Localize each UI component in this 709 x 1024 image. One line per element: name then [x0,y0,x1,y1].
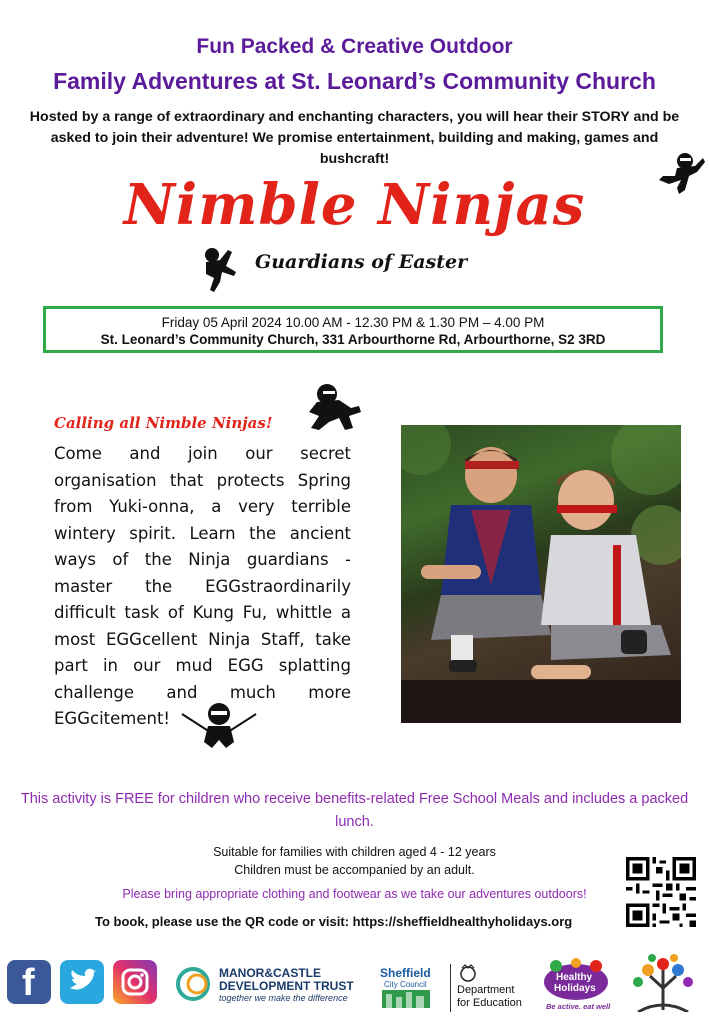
healthy-line-2: Holidays [554,983,596,994]
children-ninja-photo [401,425,681,723]
dfe-line-2: for Education [457,997,522,1009]
event-location: St. Leonard’s Community Church, 331 Arbourthorne Rd, Arbourthorne, S2 3RD [100,332,606,347]
instagram-icon[interactable] [113,960,157,1004]
manor-line-1: MANOR&CASTLE [219,966,321,980]
sheffield-council-logo [378,964,434,1010]
manor-tagline: together we make the difference [219,993,348,1003]
qr-code-icon[interactable] [626,857,696,927]
ninja-swords-icon [180,700,258,750]
booking-text[interactable]: To book, please use the QR code or visit: https://sheffieldhealthyholidays.org [95,914,573,929]
healthy-holidays-logo [540,958,612,1012]
sheffield-line-1: Sheffield [380,966,431,980]
ninja-crouch-icon [305,382,363,432]
ninja-jump-icon [200,246,242,294]
event-title: Nimble Ninjas [123,172,586,238]
manor-line-2: DEVELOPMENT TRUST [219,979,354,993]
title-line-1: Fun Packed & Creative Outdoor [196,35,513,58]
twitter-icon[interactable] [60,960,104,1004]
dfe-logo [450,964,531,1012]
sheffield-skyline-icon [382,990,430,1008]
suitable-age: Suitable for families with children aged 4 - 12 years [213,845,496,859]
story-text: Come and join our secret organisation that protects Spring from Yuki-onna, a very terrible wintery spirit. Learn the ancient ways of the Ninja guardians - master the EGGstraordinarily difficult task of Kung Fu, whittle a most EGGcellent Ninja Staff, take part in our mud EGG splatting challenge and much more EGGcitement! [54,444,351,728]
clothing-text: Please bring appropriate clothing and footwear as we take our adventures outdoors! [122,887,587,901]
title-line-2: Family Adventures at St. Leonard’s Community Church [53,68,656,94]
suitability-text [0,843,709,879]
dfe-line-1: Department [457,984,515,996]
sheffield-line-2: City Council [384,980,427,989]
intro-text: Hosted by a range of extraordinary and enchanting characters, you will hear their STORY and be asked to join their adventure! We promise entertainment, building and making, games and bushcraft! [29,109,680,167]
event-date: Friday 05 April 2024 10.00 AM - 12.30 PM & 1.30 PM – 4.00 PM [161,315,545,330]
royal-crest-icon [457,964,479,982]
manor-castle-emblem-icon [175,966,215,1002]
event-subtitle: Guardians of Easter [255,251,468,273]
manor-castle-logo [175,962,365,1006]
facebook-icon[interactable]: f [7,960,51,1004]
healthy-line-1: Healthy [556,972,593,983]
adult-requirement: Children must be accompanied by an adult. [234,863,475,877]
community-tree-logo [630,954,696,1012]
free-activity-text: This activity is FREE for children who receive benefits-related Free School Meals and includes a packed lunch. [20,791,689,830]
healthy-tagline: Be active. eat well [546,1002,611,1011]
event-details-box [43,306,663,353]
story-heading: Calling all Nimble Ninjas! [54,414,273,432]
